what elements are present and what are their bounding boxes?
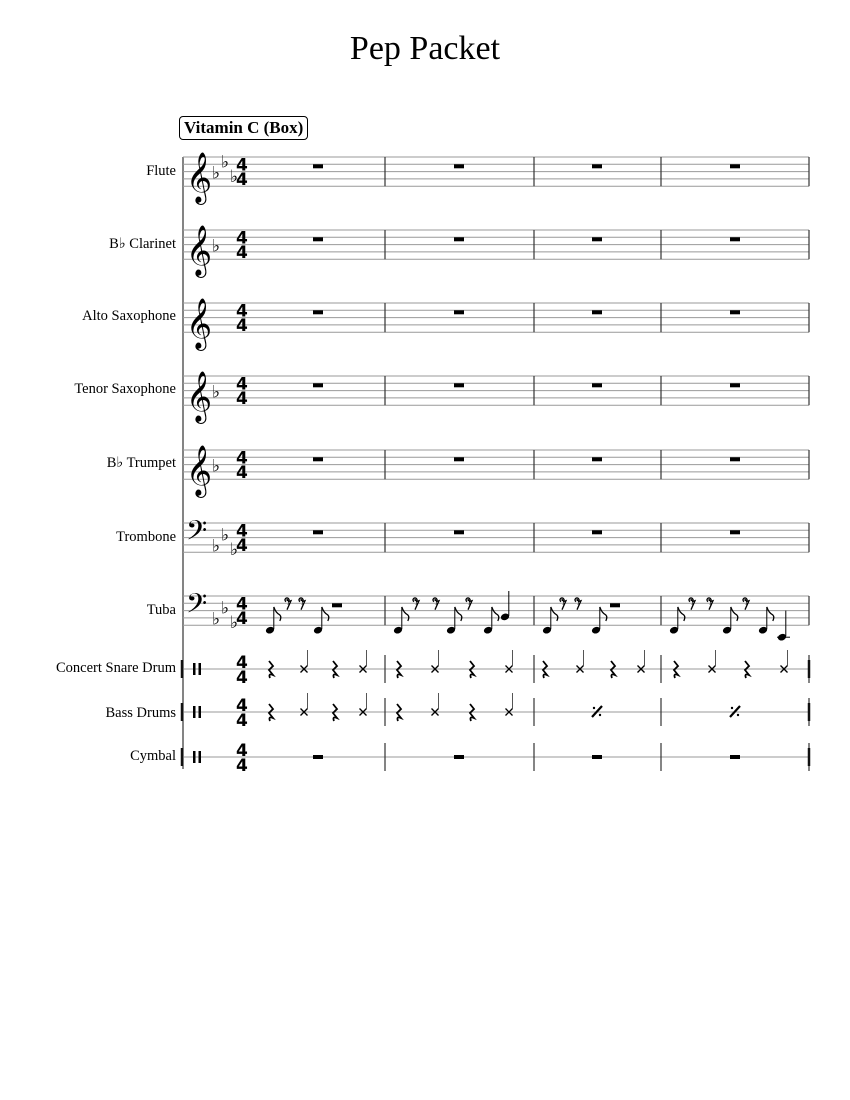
time-signature-bottom: 4 [236, 756, 248, 776]
time-signature-bottom: 4 [236, 463, 248, 484]
note-flag [492, 607, 499, 621]
instrument-label-clarinet: B♭ Clarinet [109, 236, 176, 252]
time-signature-top: 4 [236, 653, 248, 673]
note-flag [455, 607, 462, 621]
eighth-rest-icon: 𝄾 [300, 592, 305, 612]
whole-rest-icon [730, 383, 740, 387]
percussion-clef-icon [199, 751, 202, 763]
percussion-clef-icon [199, 706, 202, 718]
eighth-rest-icon: 𝄾 [467, 592, 472, 612]
whole-rest-icon [592, 237, 602, 241]
time-signature-top: 4 [236, 374, 248, 395]
whole-rest-icon [730, 237, 740, 241]
whole-rest-icon [592, 530, 602, 534]
whole-rest-icon [313, 237, 323, 241]
flat-icon: ♭ [212, 236, 221, 257]
repeat-dot [731, 707, 733, 709]
whole-rest-icon [313, 530, 323, 534]
whole-rest-icon [730, 457, 740, 461]
repeat-dot [737, 714, 739, 716]
instrument-label-bass-drums: Bass Drums [105, 705, 176, 721]
eighth-rest-icon: 𝄾 [286, 592, 291, 612]
flat-icon: ♭ [230, 613, 239, 634]
percussion-clef-icon [199, 663, 202, 675]
eighth-rest-icon: 𝄾 [576, 592, 581, 612]
time-signature-top: 4 [236, 448, 248, 469]
flat-icon: ♭ [221, 152, 230, 173]
note-flag [322, 607, 329, 621]
time-signature-top: 4 [236, 301, 248, 322]
flat-icon: ♭ [230, 540, 239, 561]
note-flag [678, 607, 685, 621]
note-flag [767, 607, 774, 621]
instrument-label-trumpet: B♭ Trumpet [106, 455, 176, 471]
whole-rest-icon [313, 457, 323, 461]
time-signature-bottom: 4 [236, 668, 248, 688]
note-flag [600, 607, 607, 621]
treble-clef-icon: 𝄞 [186, 225, 213, 276]
whole-rest-icon [313, 310, 323, 314]
percussion-clef-icon [193, 706, 196, 718]
flat-icon: ♭ [212, 456, 221, 477]
time-signature-top: 4 [236, 155, 248, 176]
instrument-label-snare: Concert Snare Drum [56, 660, 176, 676]
bass-clef-icon: 𝄢 [186, 514, 208, 553]
whole-rest-icon [454, 310, 464, 314]
repeat-dot [599, 714, 601, 716]
instrument-label-tuba: Tuba [146, 602, 176, 618]
whole-rest-icon [313, 755, 323, 759]
treble-clef-icon: 𝄞 [186, 445, 213, 496]
flat-icon: ♭ [212, 609, 221, 630]
note-flag [551, 607, 558, 621]
whole-rest-icon [592, 310, 602, 314]
whole-rest-icon [454, 164, 464, 168]
eighth-rest-icon: 𝄾 [434, 592, 439, 612]
time-signature-bottom: 4 [236, 536, 248, 557]
time-signature-bottom: 4 [236, 243, 248, 264]
flat-icon: ♭ [212, 382, 221, 403]
whole-rest-icon [592, 755, 602, 759]
instrument-label-tenor-sax: Tenor Saxophone [74, 381, 176, 397]
eighth-rest-icon: 𝄾 [690, 592, 695, 612]
flat-icon: ♭ [212, 163, 221, 184]
whole-rest-icon [313, 383, 323, 387]
time-signature-top: 4 [236, 741, 248, 761]
whole-rest-icon [730, 164, 740, 168]
whole-rest-icon [730, 310, 740, 314]
instrument-label-trombone: Trombone [116, 529, 176, 545]
time-signature-top: 4 [236, 228, 248, 249]
whole-rest-icon [313, 164, 323, 168]
instrument-label-cymbal: Cymbal [130, 748, 176, 764]
rehearsal-mark: Vitamin C (Box) [179, 116, 308, 140]
score-title: Pep Packet [349, 30, 501, 67]
whole-rest-icon [730, 530, 740, 534]
whole-rest-icon [592, 457, 602, 461]
eighth-rest-icon: 𝄾 [414, 592, 419, 612]
whole-rest-icon [454, 457, 464, 461]
time-signature-bottom: 4 [236, 316, 248, 337]
whole-rest-icon [730, 755, 740, 759]
bass-clef-icon: 𝄢 [186, 587, 208, 626]
whole-rest-icon [592, 383, 602, 387]
time-signature-bottom: 4 [236, 711, 248, 731]
treble-clef-icon: 𝄞 [186, 152, 213, 203]
half-rest-icon [610, 603, 620, 607]
instrument-label-flute: Flute [146, 163, 176, 179]
whole-rest-icon [592, 164, 602, 168]
percussion-clef-icon [193, 751, 196, 763]
time-signature-bottom: 4 [236, 170, 248, 191]
eighth-rest-icon: 𝄾 [561, 592, 566, 612]
time-signature-top: 4 [236, 594, 248, 615]
flat-icon: ♭ [212, 536, 221, 557]
whole-rest-icon [454, 383, 464, 387]
treble-clef-icon: 𝄞 [186, 371, 213, 422]
flat-icon: ♭ [221, 525, 230, 546]
flat-icon: ♭ [230, 166, 239, 187]
repeat-dot [593, 707, 595, 709]
half-rest-icon [332, 603, 342, 607]
time-signature-top: 4 [236, 521, 248, 542]
whole-rest-icon [454, 755, 464, 759]
time-signature-bottom: 4 [236, 389, 248, 410]
note-flag [402, 607, 409, 621]
note-flag [731, 607, 738, 621]
eighth-rest-icon: 𝄾 [708, 592, 713, 612]
time-signature-bottom: 4 [236, 609, 248, 630]
time-signature-top: 4 [236, 696, 248, 716]
percussion-clef-icon [193, 663, 196, 675]
whole-rest-icon [454, 237, 464, 241]
flat-icon: ♭ [221, 598, 230, 619]
instrument-label-alto-sax: Alto Saxophone [82, 308, 176, 324]
eighth-rest-icon: 𝄾 [744, 592, 749, 612]
whole-rest-icon [454, 530, 464, 534]
note-flag [274, 607, 281, 621]
treble-clef-icon: 𝄞 [186, 298, 213, 349]
